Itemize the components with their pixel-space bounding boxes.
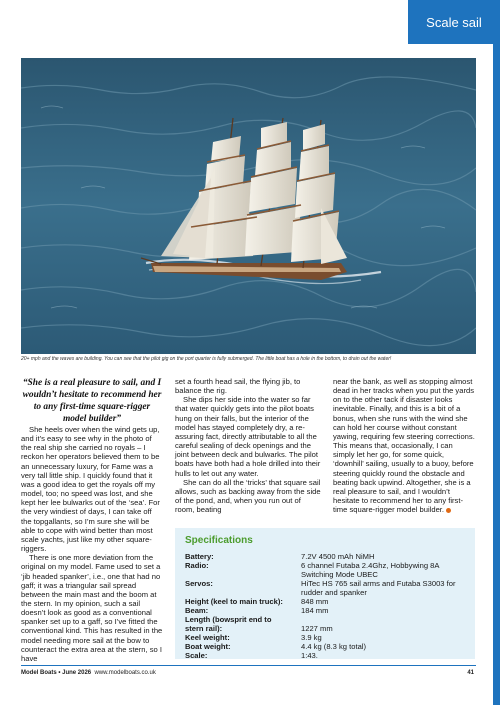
body-paragraph: She can do all the ‘tricks’ that square sail allows, such as backing away from the side of the pond, and, when you run out of room, beating (175, 477, 321, 515)
body-paragraph: She heels over when the wind gets up, and it’s easy to see why in the photo of the real ship she carried no royals – I reckon her operators believed them to be an unnecessary luxury, for Fame was a very tall little ship. I quickly found that it was a good idea to get the royals off my model, too; no speed was lost, and she kept her lee bulwarks out of the ‘sea’. For the very windiest of days, I can take off the topgallants, so I’m sure she will be able to cope with wind better than most scale yachts, just like my other square-riggers. (21, 425, 160, 554)
body-paragraph: There is one more deviation from the original on my model. Fame used to set a ‘jib headed spanker’, i.e., one that had no gaff; it was a triangular sail spread between the main mast and the boom at the stern. In my opinion, such a sail doesn’t look as good as a conventional spanker set up to a gaff, so I’ve fitted the conventional kind. This has resulted in the model needing more sail at the bow to counteract the extra area at the stern, so I have (21, 553, 163, 663)
pull-quote: “She is a real pleasure to sail, and I wouldn’t hesitate to recommend her to any first-time square-rigger model builder” (22, 378, 162, 424)
article-column-2 (175, 377, 322, 514)
footer-publication-name: Model Boats • June 2026 (21, 670, 92, 676)
spec-label: Battery: (185, 552, 214, 561)
closing-paragraph-text: near the bank, as well as stopping almost dead in her tracks when you put the yards on to the other tack if disaster looks inevitable. Finally, and this is a bit of a bonus, when she runs with the wind she can hold her course without constant yawing, requiring few steering corrections. This means that, occasionally, I can simply let her go, for some quick, ‘downhill’ sailing, usually to a buoy, before steering quickly round the obstacle and beating back upwind. Altogether, she is a real pleasure to sail, and I wouldn’t hesitate to recommend her to any first-time square-rigger model builder. (333, 377, 475, 515)
spec-value: 848 mm (301, 597, 329, 606)
section-tab-label: Scale sail (426, 14, 482, 30)
end-of-article-mark-icon (446, 508, 451, 513)
spec-value: HiTec HS 765 sail arms and Futaba S3003 for rudder and spanker (301, 579, 456, 598)
spec-label: Servos: (185, 579, 213, 588)
spec-label: Keel weight: (185, 633, 230, 642)
footer-rule (21, 665, 476, 666)
spec-label: Scale: (185, 651, 208, 660)
article-column-3 (333, 377, 475, 514)
spec-value: 1:43. (301, 651, 318, 660)
spec-value: 6 channel Futaba 2.4Ghz, Hobbywing 8A Switching Mode UBEC (301, 561, 440, 580)
body-paragraph (333, 377, 475, 514)
spec-label: Beam: (185, 606, 209, 615)
section-tab (408, 0, 500, 44)
spec-value: 1227 mm (301, 624, 333, 633)
page-number: 41 (467, 670, 474, 676)
spec-value: 4.4 kg (8.3 kg total) (301, 642, 367, 651)
ship-photo (21, 58, 476, 354)
specifications-title: Specifications (185, 535, 253, 546)
spec-label: Height (keel to main truck): (185, 597, 283, 606)
spec-value: 7.2V 4500 mAh NiMH (301, 552, 375, 561)
footer-publication (21, 670, 156, 676)
specifications-box (175, 528, 475, 659)
page-edge-strip (493, 44, 500, 705)
article-column-1 (21, 377, 163, 663)
spec-label: Radio: (185, 561, 209, 570)
body-paragraph: She dips her side into the water so far that water quickly gets into the pilot boats hung on their falls, but the interior of the model has stayed completely dry, a re-assuring fact, directly attributable to all the careful sealing of deck openings and the joint between deck and bulwarks. The pilot boats have both had a hole drilled into their hulls to let out any water. (175, 395, 321, 478)
footer-website[interactable]: www.modelboats.co.uk (94, 670, 156, 676)
photo-caption: 20+ mph and the waves are building. You can see that the pilot gig on the port quarter is fully submerged. The little boat has a hole in the bottom, to drain out the water! (21, 356, 392, 362)
spec-label: Length (bowsprit end to stern rail): (185, 615, 272, 634)
spec-label: Boat weight: (185, 642, 231, 651)
spec-value: 3.9 kg (301, 633, 322, 642)
body-paragraph: set a fourth head sail, the flying jib, to balance the rig. (175, 377, 301, 396)
spec-value: 184 mm (301, 606, 329, 615)
